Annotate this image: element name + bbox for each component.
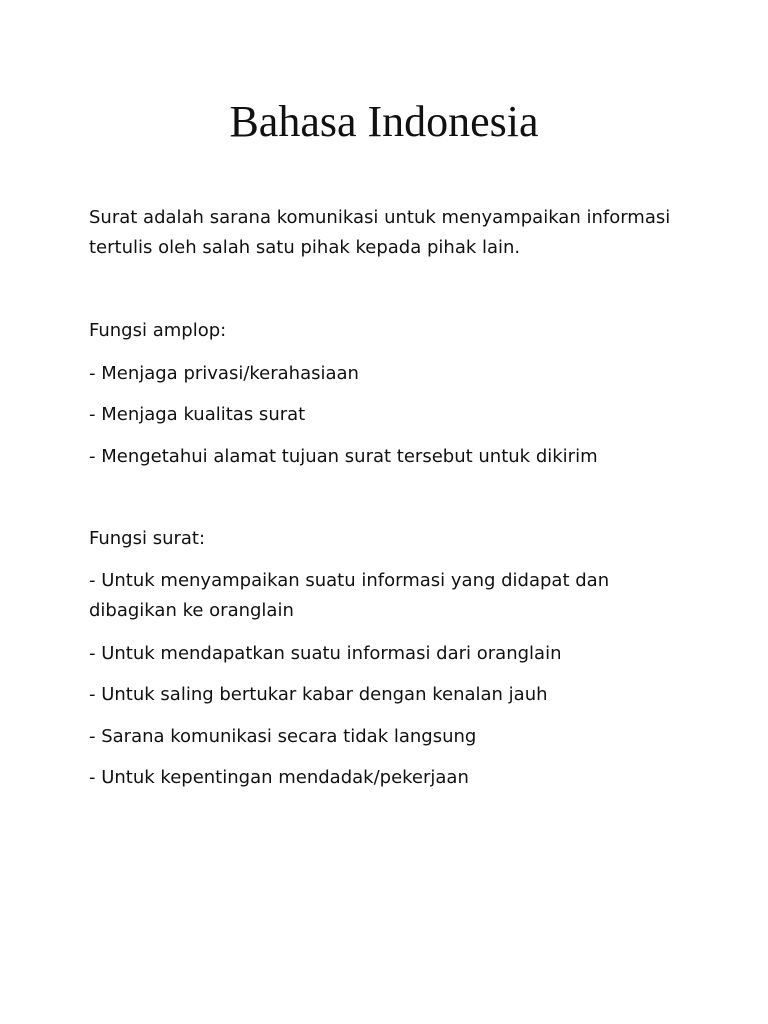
surat-item-line: dibagikan ke oranglain — [89, 600, 294, 621]
surat-heading: Fungsi surat: — [89, 528, 206, 549]
surat-item-line: - Untuk menyampaikan suatu informasi yang didapat dan — [89, 570, 610, 591]
amplop-item: - Menjaga privasi/kerahasiaan — [89, 363, 359, 384]
surat-item: - Untuk mendapatkan suatu informasi dari oranglain — [89, 643, 562, 664]
surat-item: - Sarana komunikasi secara tidak langsung — [89, 726, 477, 747]
document-title: Bahasa Indonesia — [229, 97, 539, 146]
surat-item: - Untuk saling bertukar kabar dengan kenalan jauh — [89, 684, 548, 705]
surat-item — [89, 566, 689, 626]
intro-paragraph — [89, 203, 689, 263]
intro-line: Surat adalah sarana komunikasi untuk menyampaikan informasi — [89, 207, 671, 228]
amplop-heading: Fungsi amplop: — [89, 320, 227, 341]
surat-item: - Untuk kepentingan mendadak/pekerjaan — [89, 767, 469, 788]
amplop-item: - Menjaga kualitas surat — [89, 404, 306, 425]
amplop-item: - Mengetahui alamat tujuan surat tersebut untuk dikirim — [89, 446, 598, 467]
intro-line: tertulis oleh salah satu pihak kepada pihak lain. — [89, 237, 521, 258]
